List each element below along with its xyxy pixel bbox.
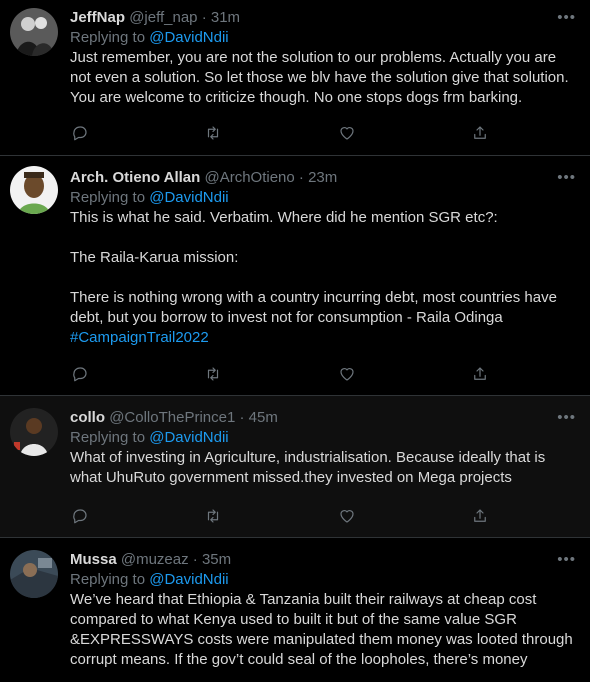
avatar[interactable]	[10, 408, 58, 456]
more-options-icon[interactable]: •••	[557, 551, 576, 568]
tweet-collo[interactable]	[0, 396, 590, 538]
more-options-icon[interactable]: •••	[557, 9, 576, 26]
replying-to: Replying to @DavidNdii	[70, 571, 229, 588]
tweet-text: We’ve heard that Ethiopia & Tanzania built their railways at cheap cost compared to what Kenya used to built it but of the same value SGR &EXPRESSWAYS costs were manipulated them money was looted through corrupt means. If the gov’t could seal of the loopholes, there’s money	[70, 591, 573, 668]
timestamp[interactable]: · 35m	[192, 551, 232, 568]
more-options-icon[interactable]: •••	[557, 409, 576, 426]
retweet-icon[interactable]	[203, 364, 223, 384]
tweet-actions	[70, 506, 490, 526]
tweet-text: Just remember, you are not the solution to our problems. Actually you are not even a solution. So let those we blv have the solution give that solution. You are welcome to criticize though. No one stops dogs frm barking.	[70, 49, 569, 106]
tweet-header	[70, 408, 576, 428]
hashtag-link[interactable]: #CampaignTrail2022	[70, 329, 209, 346]
tweet-archotieno[interactable]	[0, 156, 590, 396]
replying-to: Replying to @DavidNdii	[70, 29, 229, 46]
replying-to: Replying to @DavidNdii	[70, 429, 229, 446]
reply-icon[interactable]	[70, 364, 90, 384]
more-options-icon[interactable]: •••	[557, 169, 576, 186]
avatar[interactable]	[10, 166, 58, 214]
tweet-header	[70, 8, 576, 28]
tweet-actions	[70, 123, 490, 143]
display-name[interactable]: JeffNap	[70, 9, 126, 26]
reply-icon[interactable]	[70, 506, 90, 526]
share-icon[interactable]	[470, 123, 490, 143]
retweet-icon[interactable]	[203, 123, 223, 143]
retweet-icon[interactable]	[203, 506, 223, 526]
replying-to-link[interactable]: @DavidNdii	[149, 189, 229, 206]
user-handle[interactable]: @ArchOtieno	[204, 169, 295, 186]
like-icon[interactable]	[337, 506, 357, 526]
display-name[interactable]: Arch. Otieno Allan	[70, 169, 201, 186]
replying-to-link[interactable]: @DavidNdii	[149, 571, 229, 588]
timestamp[interactable]: · 23m	[298, 169, 338, 186]
display-name[interactable]: Mussa	[70, 551, 117, 568]
timestamp[interactable]: · 45m	[239, 409, 278, 426]
tweet-header	[70, 550, 576, 570]
tweet-text: This is what he said. Verbatim. Where did he mention SGR etc?: The Raila-Karua mission: There is nothing wrong with a country incurring debt, most countries have debt, but you borrow to invest not for consumption - Raila Odinga	[70, 209, 557, 326]
user-handle[interactable]: @ColloThePrince1	[109, 409, 236, 426]
avatar[interactable]	[10, 8, 58, 56]
tweet-text: What of investing in Agriculture, industrialisation. Because ideally that is what UhuRuto government missed.they invested on Mega projects	[70, 449, 546, 486]
avatar[interactable]	[10, 550, 58, 598]
user-handle[interactable]: @muzeaz	[120, 551, 189, 568]
display-name[interactable]: collo	[70, 409, 106, 426]
timestamp[interactable]: · 31m	[201, 9, 241, 26]
like-icon[interactable]	[337, 123, 357, 143]
tweet-actions	[70, 364, 490, 384]
tweet-mussa[interactable]	[0, 538, 590, 682]
share-icon[interactable]	[470, 364, 490, 384]
replying-to: Replying to @DavidNdii	[70, 189, 229, 206]
reply-icon[interactable]	[70, 123, 90, 143]
share-icon[interactable]	[470, 506, 490, 526]
user-handle[interactable]: @jeff_nap	[129, 9, 198, 26]
tweet-header	[70, 168, 576, 188]
like-icon[interactable]	[337, 364, 357, 384]
replying-to-link[interactable]: @DavidNdii	[149, 29, 229, 46]
replying-to-link[interactable]: @DavidNdii	[149, 429, 229, 446]
tweet-jeffnap[interactable]	[0, 0, 590, 156]
